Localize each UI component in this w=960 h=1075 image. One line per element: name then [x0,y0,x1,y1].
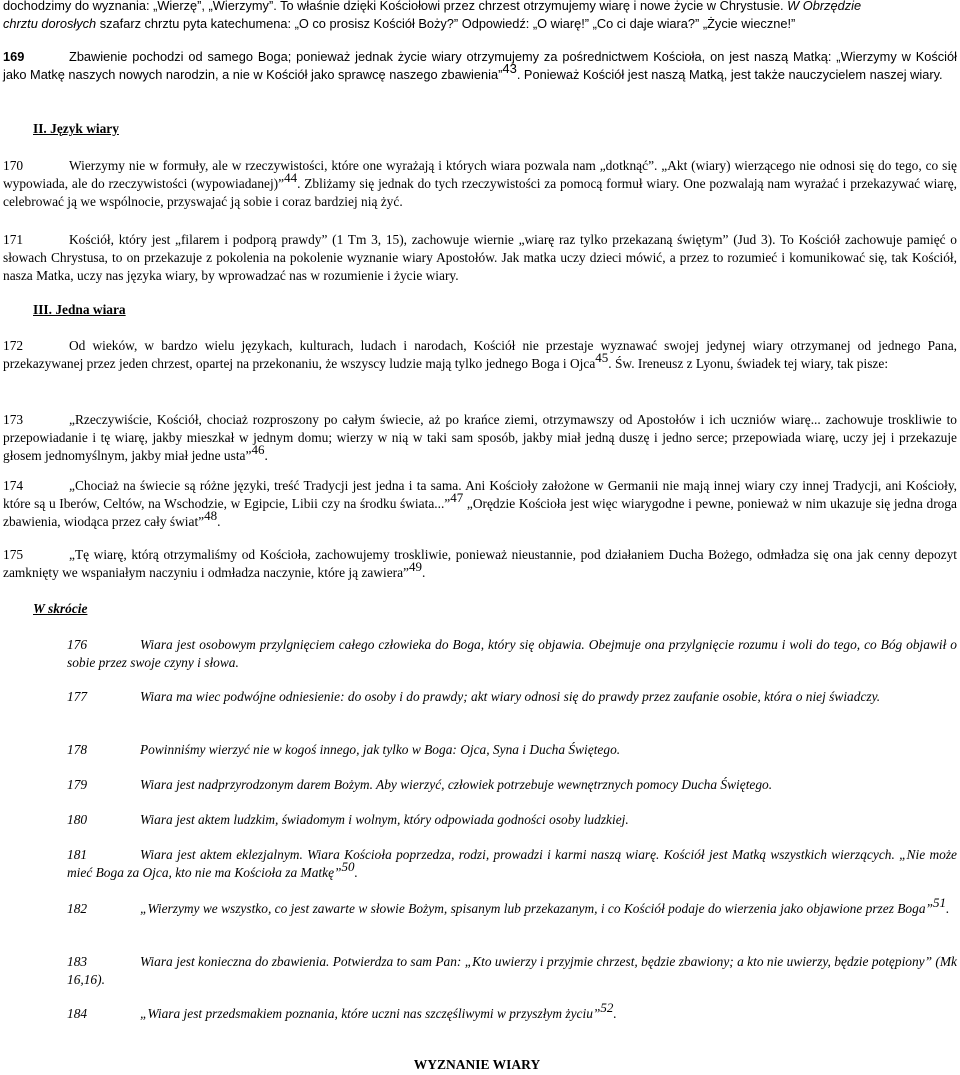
summary-item-dot: . [945,901,950,916]
paragraph-text: „Orędzie Kościoła jest więc wiarygodne i pewne, ponieważ w nim ukazuje się jedna droga zbawienia, wiodąca przez cały świat” [3,496,957,530]
paragraph-number: 174 [3,478,24,493]
paragraph-number: 173 [3,412,24,427]
intro-line2: szafarz chrztu pyta katechumena: „O co prosisz Kościół Boży?” Odpowiedź: „O wiarę!” „Co ci daje wiara?” „Życie wieczne!” [99,16,796,32]
summary-item-number: 183 [67,954,88,969]
summary-item-number: 176 [67,637,88,652]
paragraph-text: . Zbliżamy się jednak do tych rzeczywistości za pomocą formuł wiary. One pozwalają nam wyrażać i przekazywać wiarę, celebrować ją we wspólnocie, przyswajać ją sobie i coraz bardziej nią żyć. [3,176,957,210]
summary-item-number: 184 [67,1006,88,1021]
paragraph-text: Wierzymy nie w formuły, ale w rzeczywistości, które one wyrażają i których wiara pozwala nam „dotknąć”. „Akt (wiary) wierzącego nie odnosi się do tego, co się wypowiada, ale do rzeczywistości (wypowiadanej)” [3,158,957,192]
summary-item-number: 178 [67,742,88,757]
summary-item-183 [3,953,957,989]
footnote-ref: 49 [409,559,423,575]
summary-item-dot: . [613,1006,617,1021]
paragraph-174 [3,477,957,532]
paragraph-number: 172 [3,338,24,353]
summary-item-182 [3,895,957,918]
paragraph-text: Kościół, który jest „filarem i podporą prawdy” (1 Tm 3, 15), zachowuje wiernie „wiarę raz tylko przekazaną świętym” (Jud 3). To Kościół zachowuje pamięć o słowach Chrystusa, to on przekazuje z pokolenia na pokolenie wyznanie wiary Apostołów. Jak matka uczy dzieci mówić, a przez to rozumieć i komunikować się, tak Kościół, nasza Matka, uczy nas języka wiary, by wprowadzać nas w rozumienie i życie wiary. [3,232,957,284]
paragraph-text: Od wieków, w bardzo wielu językach, kulturach, ludach i narodach, Kościół nie przestaje wyznawać swojej jedynej wiary otrzymanej od jednego Pana, przekazywanej przez jeden chrzest, opartej na przekonaniu, że wszyscy ludzie mają tylko jednego Boga i Ojca [3,338,957,372]
paragraph-number: 171 [3,232,24,247]
summary-item-text: Powinniśmy wierzyć nie w kogoś innego, jak tylko w Boga: Ojca, Syna i Ducha Świętego. [140,742,621,757]
summary-item-184 [3,1000,957,1023]
summary-item-181 [3,846,957,882]
footnote-ref: 45 [595,350,609,366]
summary-item-text: „Wierzymy we wszystko, co jest zawarte w słowie Bożym, spisanym lub przekazanym, i co Kościół podaje do wierzenia jako objawione przez Boga” [140,901,933,916]
paragraph-172 [3,337,957,373]
summary-item-text: Wiara jest aktem eklezjalnym. Wiara Kościoła poprzedza, rodzi, prowadzi i karmi naszą wiarę. Kościół jest Matką wszystkich wierzących. „Nie może mieć Boga za Ojca, kto nie ma Kościoła za Matkę” [67,847,957,881]
footnote-ref: 44 [284,170,298,186]
summary-item-text: Wiara jest osobowym przylgnięciem całego człowieka do Boga, który się objawia. Obejmuje ona przylgnięcie rozumu i woli do tego, co Bóg objawił o sobie przez swoje czyny i słowa. [67,637,957,671]
paragraph-number: 175 [3,547,24,562]
paragraph-number: 170 [3,158,24,173]
footnote-ref: 48 [204,508,218,524]
paragraph-text: . Św. Ireneusz z Lyonu, świadek tej wiary, tak pisze: [608,356,889,372]
summary-item-number: 182 [67,901,88,916]
paragraph-text: Zbawienie pochodzi od samego Boga; ponieważ jednak życie wiary otrzymujemy za pośrednictwem Kościoła, on jest naszą Matką: „Wierzymy w Kościół jako Matkę naszych nowych narodzin, a nie w Kościół jako sprawcę naszego zbawienia” [3,49,957,83]
section-heading-3: III. Jedna wiara [33,302,126,317]
intro-line2-italic: chrztu dorosłych [3,16,97,32]
paragraph-text: . [422,565,426,581]
footnote-ref: 52 [600,1000,614,1015]
paragraph-169 [3,48,957,84]
paragraph-text: . Ponieważ Kościół jest naszą Matką, jest także nauczycielem naszej wiary. [516,67,943,83]
summary-item-text: „Wiara jest przedsmakiem poznania, które uczni nas szczęśliwymi w przyszłym życiu” [140,1006,601,1021]
summary-item-text: Wiara jest aktem ludzkim, świadomym i wolnym, który odpowiada godności osoby ludzkiej. [140,812,629,827]
paragraph-175 [3,546,957,582]
footnote-ref: 51 [932,895,946,910]
section-heading-2: II. Język wiary [33,121,119,136]
footnote-ref: 50 [341,859,355,875]
paragraph-173 [3,411,957,466]
summary-item-number: 181 [67,847,88,862]
paragraph-text: . [264,448,268,464]
summary-item-text: Wiara jest konieczna do zbawienia. Potwierdza to sam Pan: „Kto uwierzy i przyjmie chrzest, będzie zbawiony; a kto nie uwierzy, będzie potępiony” (Mk 16,16). [67,954,957,988]
summary-item-178 [3,741,957,759]
summary-item-text: Wiara jest nadprzyrodzonym darem Bożym. Aby wierzyć, człowiek potrzebuje wewnętrznych pomocy Ducha Świętego. [140,777,773,792]
paragraph-text: „Rzeczywiście, Kościół, chociaż rozproszony po całym świecie, aż po krańce ziemi, otrzymawszy od Apostołów i ich uczniów wiarę... zachowuje troskliwie to przepowiadanie i tę wiarę, jakby mieszkał w jednym domu; wierzy w nią w taki sam sposób, jakby miał jedną duszę i jedno serce; przepowiada wiarę, uczy jej i przekazuje głosem jednomyślnym, jakby miał jedne usta” [3,412,957,464]
paragraph-text: „Chociaż na świecie są różne języki, treść Tradycji jest jedna i ta sama. Ani Kościoły założone w Germanii nie mają innej wiary czy innej Tradycji, ani Kościoły, które są u Iberów, Celtów, na Wschodzie, w Egipcie, Libii czy na środku świata...” [3,478,957,512]
intro-line1-italic: W Obrzędzie [787,0,862,13]
summary-item-number: 180 [67,812,88,827]
intro-paragraph [3,0,957,33]
footnote-ref: 46 [251,442,265,458]
paragraph-170 [3,157,957,212]
footnote-ref: 43 [502,61,517,77]
summary-heading: W skrócie [33,601,88,616]
summary-item-176 [3,636,957,672]
paragraph-text: . [217,514,221,530]
summary-item-180 [3,811,957,829]
summary-item-number: 177 [67,689,88,704]
summary-item-179 [3,776,957,794]
summary-item-177 [3,688,957,706]
summary-item-number: 179 [67,777,88,792]
paragraph-text: „Tę wiarę, którą otrzymaliśmy od Kościoła, zachowujemy troskliwie, ponieważ nieustannie, pod działaniem Ducha Bożego, odmładza się ona jak cenny depozyt zamknięty we wspaniałym naczyniu i odmładza naczynie, które ją zawiera” [3,547,957,581]
summary-item-text: Wiara ma wiec podwójne odniesienie: do osoby i do prawdy; akt wiary odnosi się do prawdy przez zaufanie osobie, która o niej świadczy. [140,689,881,704]
footer-section-title: WYZNANIE WIARY [413,1057,541,1072]
paragraph-171 [3,231,957,286]
footnote-ref: 47 [450,490,464,506]
summary-item-dot: . [354,865,358,881]
intro-line1: dochodzimy do wyznania: „Wierzę”, „Wierzymy”. To właśnie dzięki Kościołowi przez chrzest otrzymujemy wiarę i nowe życie w Chrystusie. [3,0,784,13]
paragraph-number: 169 [3,49,25,64]
